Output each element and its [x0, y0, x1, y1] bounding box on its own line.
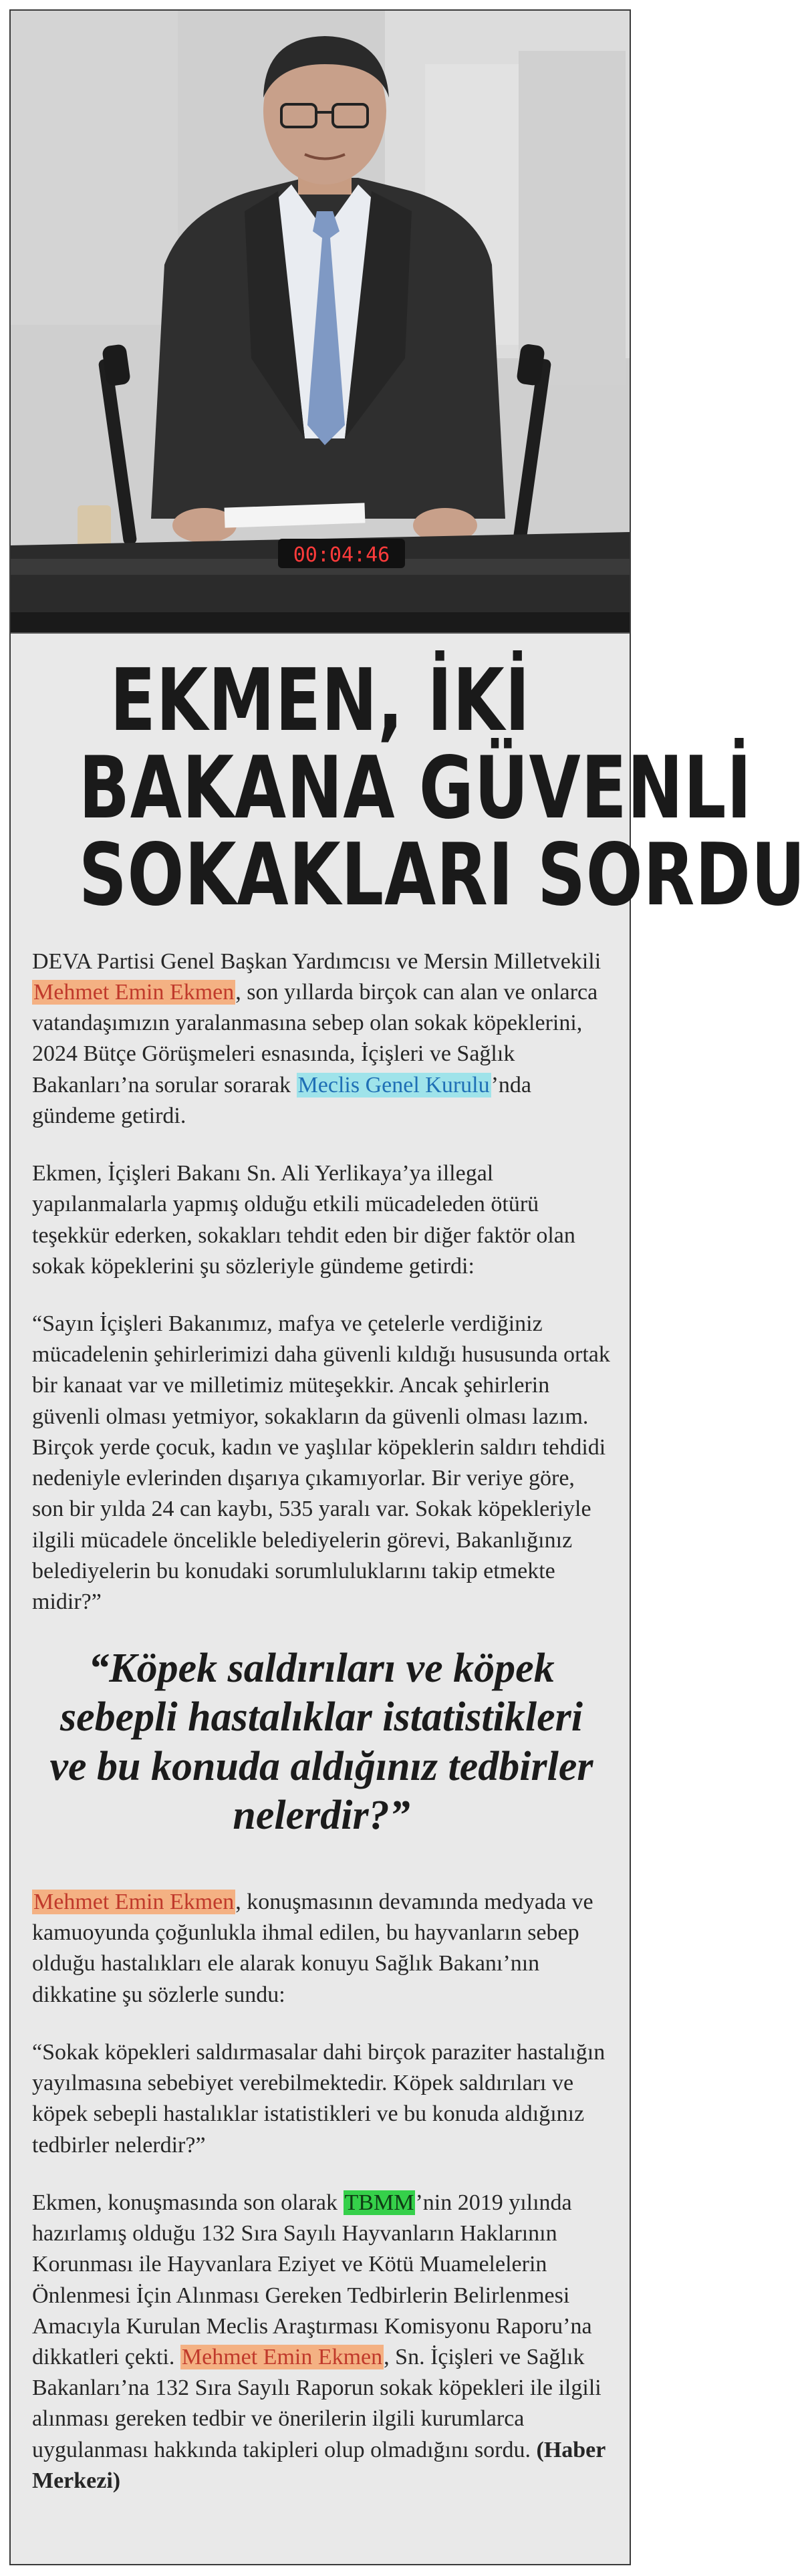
paragraph-1: DEVA Partisi Genel Başkan Yardımcısı ve Mersin Milletvekili Mehmet Emin Ekmen, son yıllarda birçok can alan ve onlarca vatandaşımızın yaralanmasına sebep olan sokak köpeklerini, 2024 Bütçe Görüşmeleri esnasında, İçişleri ve Sağlık Bakanları’na sorular sorarak Meclis Genel Kurulu’nda gündeme getirdi.	[32, 948, 601, 1128]
podium-timer: 00:04:46	[293, 543, 390, 567]
pull-quote: “Köpek saldırıları ve köpek sebepli hastalıklar istatistikleri ve bu konuda aldığınız tedbirler nelerdir?”	[49, 1646, 593, 1838]
headline-line-1: EKMEN, İKİ	[110, 651, 531, 751]
headline	[11, 651, 806, 926]
name-highlight: Mehmet Emin Ekmen	[181, 2345, 383, 2369]
headline-line-2: BAKANA GÜVENLİ	[78, 738, 753, 838]
tbmm-highlight: TBMM	[344, 2190, 414, 2215]
headline-line-3: SOKAKLARI SORDU	[78, 825, 806, 926]
assembly-highlight: Meclis Genel Kurulu	[297, 1072, 490, 1098]
paragraph-2: Ekmen, İçişleri Bakanı Sn. Ali Yerlikaya’ya illegal yapılanmalarla yapmış olduğu etkili mücadeleden ötürü teşekkür ederken, sokakları tehdit eden bir diğer faktör olan sokak köpeklerini şu sözleriyle gündeme getirdi:	[32, 1161, 575, 1279]
paragraph-5-quote: “Sokak köpekleri saldırmasalar dahi birçok paraziter hastalığın yayılmasına sebebiyet verebilmektedir. Köpek saldırıları ve köpek sebepli hastalıklar istatistikleri ve bu konuda aldığınız tedbirler nelerdir?”	[32, 2039, 606, 2158]
news-clipping	[9, 9, 806, 2565]
paragraph-4: Mehmet Emin Ekmen, konuşmasının devamında medyada ve kamuoyunda çoğunlukla ihmal edilen, bu hayvanların sebep olduğu hastalıkları ele alarak konuyu Sağlık Bakanı’nın dikkatine şu sözlerle sundu:	[32, 1889, 593, 2007]
paragraph-3-quote: “Sayın İçişleri Bakanımız, mafya ve çetelerle verdiğiniz mücadelenin şehirlerimizi daha güvenli kıldığı hususunda ortak bir kanaat var ve milletimiz müteşekkir. Ancak şehirlerin güvenli olması yetmiyor, sokakların da güvenli olması lazım. Birçok yerde çocuk, kadın ve yaşlılar köpeklerin saldırı tehdidi nedeniyle evlerinden dışarıya çıkamıyorlar. Bir veriye göre, son bir yılda 24 can kaybı, 535 yaralı var. Sokak köpekleriyle ilgili mücadele öncelikle belediyelerin görevi, Bakanlığınız belediyelerin bu konudaki sorumluluklarını takip etmekte midir?”	[32, 1311, 610, 1615]
name-highlight: Mehmet Emin Ekmen	[33, 979, 235, 1005]
name-highlight: Mehmet Emin Ekmen	[33, 1889, 235, 1914]
speaker-at-podium-photo	[11, 11, 630, 632]
article-body	[11, 946, 630, 2497]
speaker-photo	[11, 11, 630, 634]
source-credit: (Haber Merkezi)	[32, 2437, 606, 2493]
paragraph-6: Ekmen, konuşmasında son olarak TBMM’nin 2019 yılında hazırlamış olduğu 132 Sıra Sayılı Hayvanların Haklarının Korunması ile Hayvanlara Eziyet ve Kötü Muamelelerin Önlenmesi İçin Alınması Gereken Tedbirlerin Belirlenmesi Amacıyla Kurulan Meclis Araştırması Komisyonu Raporu’na dikkatleri çekti. Mehmet Emin Ekmen, Sn. İçişleri ve Sağlık Bakanları’na 132 Sıra Sayılı Raporun sokak köpekleri ile ilgili alınması gereken tedbir ve önerilerin ilgili kurumlarca uygulanması hakkında takipleri olup olmadığını sordu. (Haber Merkezi)	[32, 2190, 606, 2493]
